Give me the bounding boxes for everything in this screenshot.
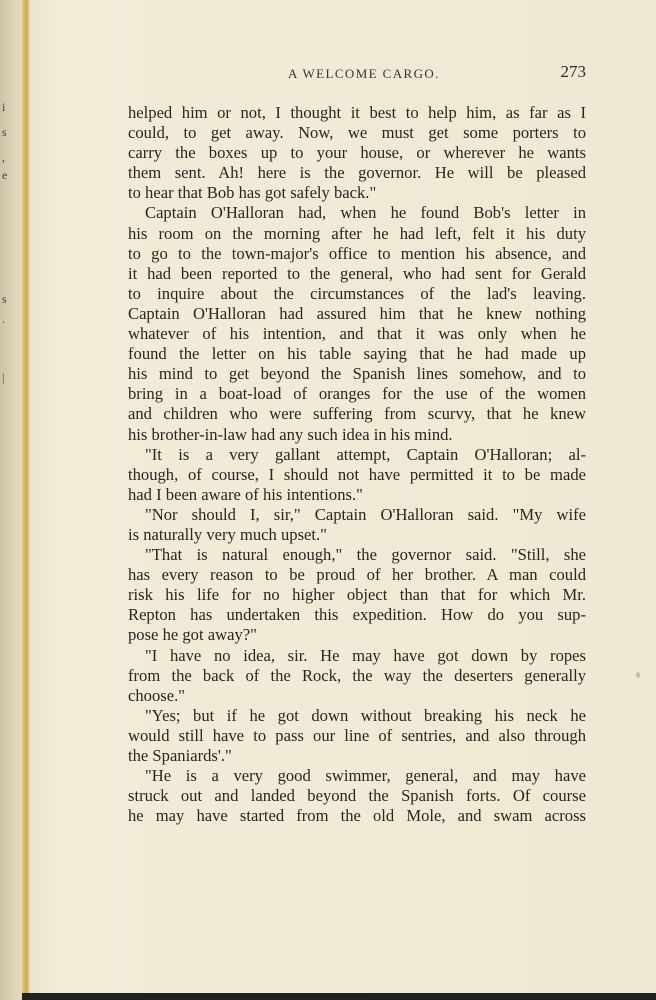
text-line: though, of course, I should not have permitted it to be made xyxy=(128,464,586,484)
text-line: has every reason to be proud of her brother. A man could xyxy=(128,565,586,585)
text-line: whatever of his intention, and that it was only when he xyxy=(128,324,586,344)
text-line: Captain O'Halloran had, when he found Bob's letter in xyxy=(145,203,586,223)
text-line: them sent. Ah! here is the governor. He will be pleased xyxy=(128,163,586,183)
text-line: to hear that Bob has got safely back." xyxy=(128,183,377,203)
edge-mark: s xyxy=(2,125,7,139)
text-line: "That is natural enough," the governor said. "Still, she xyxy=(145,545,586,565)
text-line: struck out and landed beyond the Spanish forts. Of course xyxy=(128,786,586,806)
text-line: helped him or not, I thought it best to help him, as far as I xyxy=(128,103,586,122)
text-line: could, to get away. Now, we must get some porters to xyxy=(128,123,586,143)
text-line: from the back of the Rock, the way the deserters generally xyxy=(128,665,586,685)
body-text xyxy=(128,103,586,826)
text-line: "I have no idea, sir. He may have got down by ropes xyxy=(145,645,586,665)
page-number: 273 xyxy=(560,62,586,81)
text-line: choose." xyxy=(128,685,186,705)
edge-mark: | xyxy=(2,370,5,384)
text-line: bring in a boat-load of oranges for the use of the women xyxy=(128,384,586,404)
text-line: his mind to get beyond the Spanish lines somehow, and to xyxy=(128,364,586,384)
text-line: risk his life for no higher object than that for which Mr. xyxy=(128,585,586,605)
text-line: would still have to pass our line of sentries, and also through xyxy=(128,725,586,745)
edge-mark: . xyxy=(2,312,5,326)
text-line: pose he got away?" xyxy=(128,625,257,645)
edge-mark: , xyxy=(2,150,5,164)
text-line: had I been aware of his intentions." xyxy=(128,484,363,504)
text-line: his room on the morning after he had left, felt it his duty xyxy=(128,223,586,243)
edge-mark: s xyxy=(2,292,7,306)
text-line: he may have started from the old Mole, and swam across xyxy=(128,806,586,826)
text-line: carry the boxes up to your house, or wherever he wants xyxy=(128,143,586,163)
gutter-shadow xyxy=(22,0,30,1000)
text-line: his brother-in-law had any such idea in his mind. xyxy=(128,424,453,444)
text-line: the Spaniards'." xyxy=(128,746,232,765)
text-line: "Nor should I, sir," Captain O'Halloran said. "My wife xyxy=(145,504,586,524)
text-line: found the letter on his table saying that he had made up xyxy=(128,344,586,364)
running-title: A WELCOME CARGO. xyxy=(288,66,440,81)
text-line: to inquire about the circumstances of the lad's leaving. xyxy=(128,283,586,303)
edge-mark: e xyxy=(2,168,8,182)
paper-speck xyxy=(636,672,640,678)
text-line: is naturally very much upset." xyxy=(128,524,327,544)
text-line: to go to the town-major's office to mention his absence, and xyxy=(128,243,586,263)
edge-mark: i xyxy=(2,100,6,114)
text-line: it had been reported to the general, who had sent for Gerald xyxy=(128,263,586,283)
page-header xyxy=(128,62,586,86)
text-line: and children who were suffering from scurvy, that he knew xyxy=(128,404,586,424)
text-line: "He is a very good swimmer, general, and may have xyxy=(145,766,586,786)
page-bottom-edge xyxy=(22,993,656,1000)
text-line: Repton has undertaken this expedition. How do you sup- xyxy=(128,605,586,625)
text-line: "It is a very gallant attempt, Captain O'Halloran; al- xyxy=(145,444,586,464)
text-line: "Yes; but if he got down without breaking his neck he xyxy=(145,705,586,725)
facing-page-edge xyxy=(0,0,22,1000)
text-line: Captain O'Halloran had assured him that he knew nothing xyxy=(128,303,586,323)
